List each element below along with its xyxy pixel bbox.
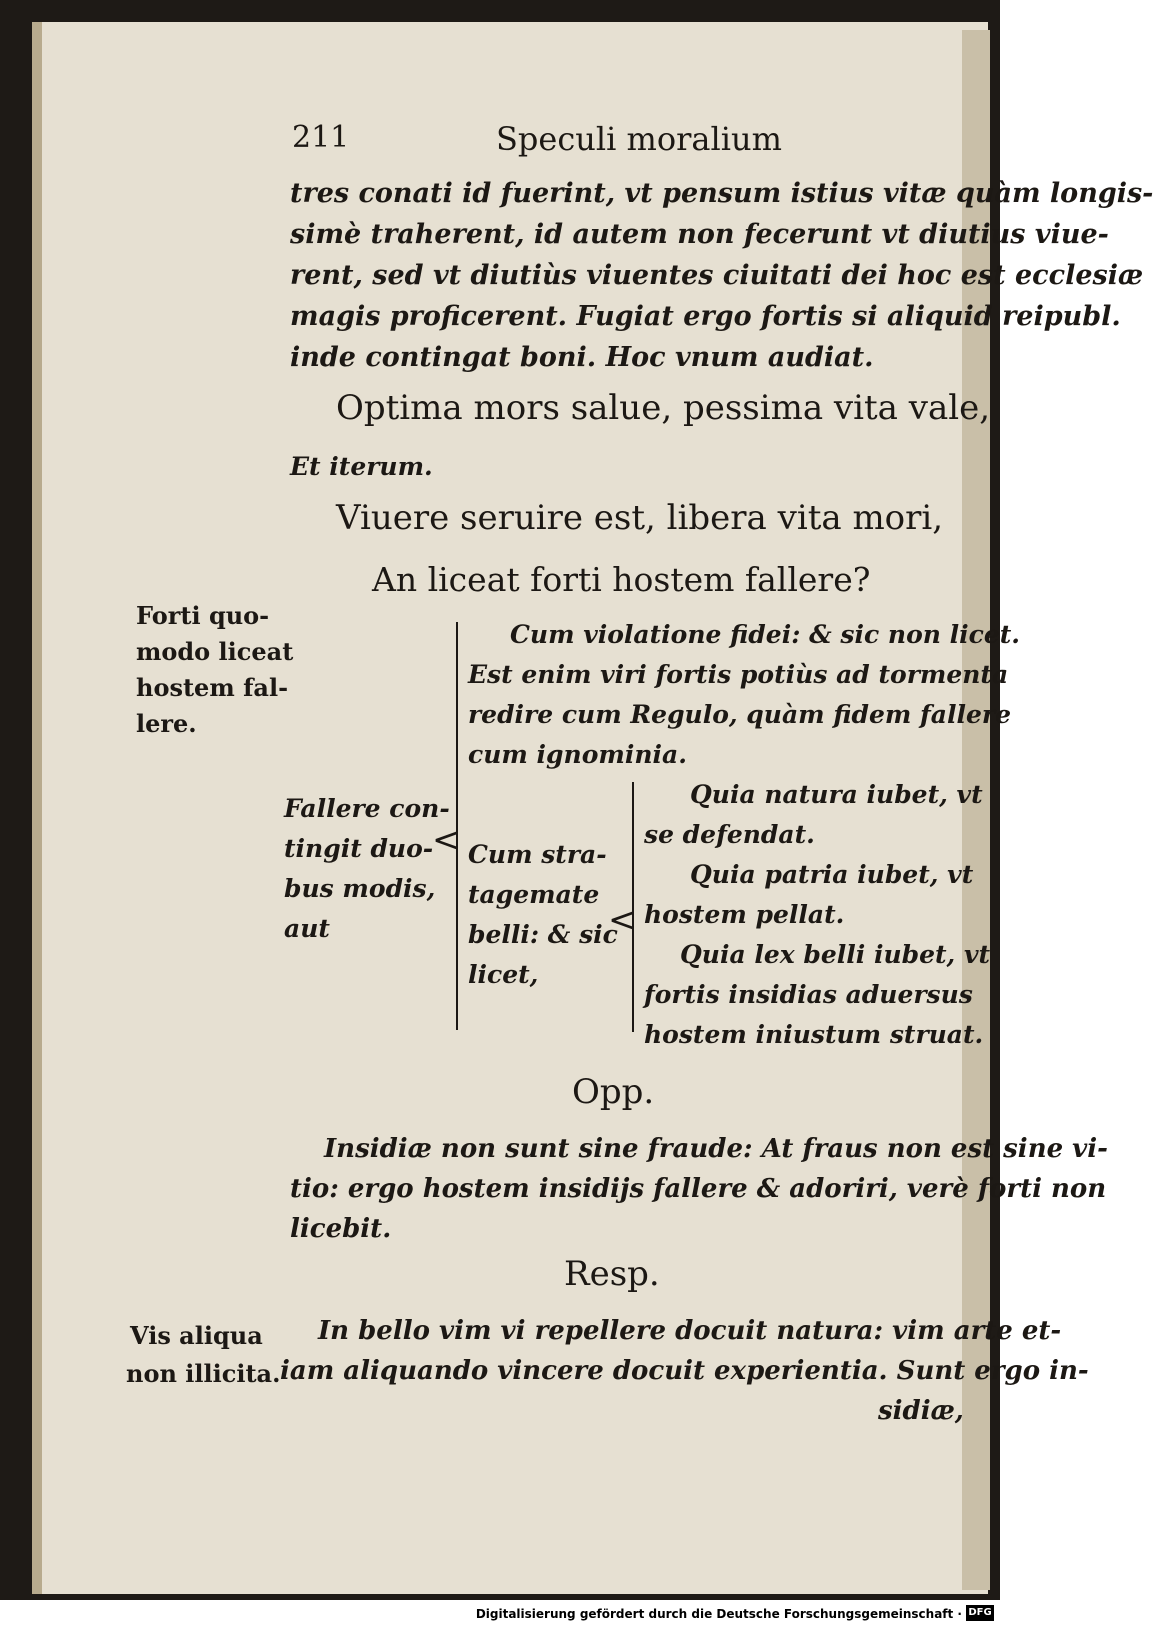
branch-two-label-line: tagemate	[468, 880, 600, 909]
fallere-label-line: bus modis,	[284, 874, 436, 903]
fallere-label-line: aut	[284, 914, 330, 943]
margin-note-line: non illicita.	[126, 1359, 281, 1388]
running-title: Speculi moralium	[496, 120, 782, 158]
footer-credit: Digitalisierung gefördert durch die Deutsche Forschungsgemeinschaft ·	[475, 1607, 962, 1621]
opp-line: Insidiæ non sunt sine fraude: At fraus non est sine vi-	[324, 1134, 1108, 1164]
reason-line: Quia patria iubet, vt	[690, 860, 974, 889]
reason-line: hostem iniustum struat.	[644, 1020, 984, 1049]
reason-line: hostem pellat.	[644, 900, 845, 929]
branch-two-label-line: belli: & sic	[468, 920, 618, 949]
branch-two-label-line: licet,	[468, 960, 539, 989]
page-number: 211	[292, 120, 350, 155]
branch-one-line: redire cum Regulo, quàm fidem fallere	[468, 700, 1011, 729]
intro-line: magis proficerent. Fugiat ergo fortis si aliquid reipubl.	[290, 301, 1121, 332]
dfg-logo: DFG	[966, 1605, 994, 1621]
margin-note-line: Forti quo-	[136, 601, 270, 630]
intro-line: tres conati id fuerint, vt pensum istius vitæ quàm longis-	[290, 178, 1153, 209]
branch-one-line: Cum violatione fidei: & sic non licet.	[510, 620, 1020, 649]
fallere-label-line: Fallere con-	[284, 794, 450, 823]
margin-note-line: Vis aliqua	[130, 1321, 263, 1350]
intro-line: inde contingat boni. Hoc vnum audiat.	[290, 342, 874, 373]
reason-line: fortis insidias aduersus	[644, 980, 973, 1009]
reason-line: se defendat.	[644, 820, 815, 849]
reason-line: Quia natura iubet, vt	[690, 780, 983, 809]
resp-line: In bello vim vi repellere docuit natura: vim arte et-	[318, 1316, 1062, 1346]
section-question: An liceat forti hostem fallere?	[372, 560, 871, 599]
outer-brace-point: <	[432, 820, 461, 860]
branch-one-line: Est enim viri fortis potiùs ad tormenta	[468, 660, 1009, 689]
branch-one-line: cum ignominia.	[468, 740, 687, 769]
footer-bar	[0, 1600, 1000, 1631]
fallere-label-line: tingit duo-	[284, 834, 434, 863]
verse-line: Optima mors salue, pessima vita vale,	[336, 388, 991, 428]
opp-heading: Opp.	[572, 1072, 655, 1112]
margin-note-line: lere.	[136, 709, 197, 738]
verse-line: Viuere seruire est, libera vita mori,	[336, 498, 944, 538]
resp-line: iam aliquando vincere docuit experientia. Sunt ergo in-	[280, 1356, 1089, 1386]
intro-line: rent, sed vt diutiùs viuentes ciuitati dei hoc est ecclesiæ	[290, 260, 1144, 291]
et-iterum: Et iterum.	[290, 452, 433, 481]
resp-line: sidiæ,	[878, 1396, 964, 1426]
margin-note-line: modo liceat	[136, 637, 294, 666]
branch-two-label-line: Cum stra-	[468, 840, 607, 869]
margin-note-line: hostem fal-	[136, 673, 289, 702]
opp-line: tio: ergo hostem insidijs fallere & adoriri, verè forti non	[290, 1174, 1107, 1204]
inner-brace-point: <	[608, 900, 637, 940]
intro-line: simè traherent, id autem non fecerunt vt diutius viue-	[290, 219, 1109, 250]
opp-line: licebit.	[290, 1214, 392, 1244]
resp-heading: Resp.	[564, 1254, 660, 1294]
reason-line: Quia lex belli iubet, vt	[680, 940, 991, 969]
